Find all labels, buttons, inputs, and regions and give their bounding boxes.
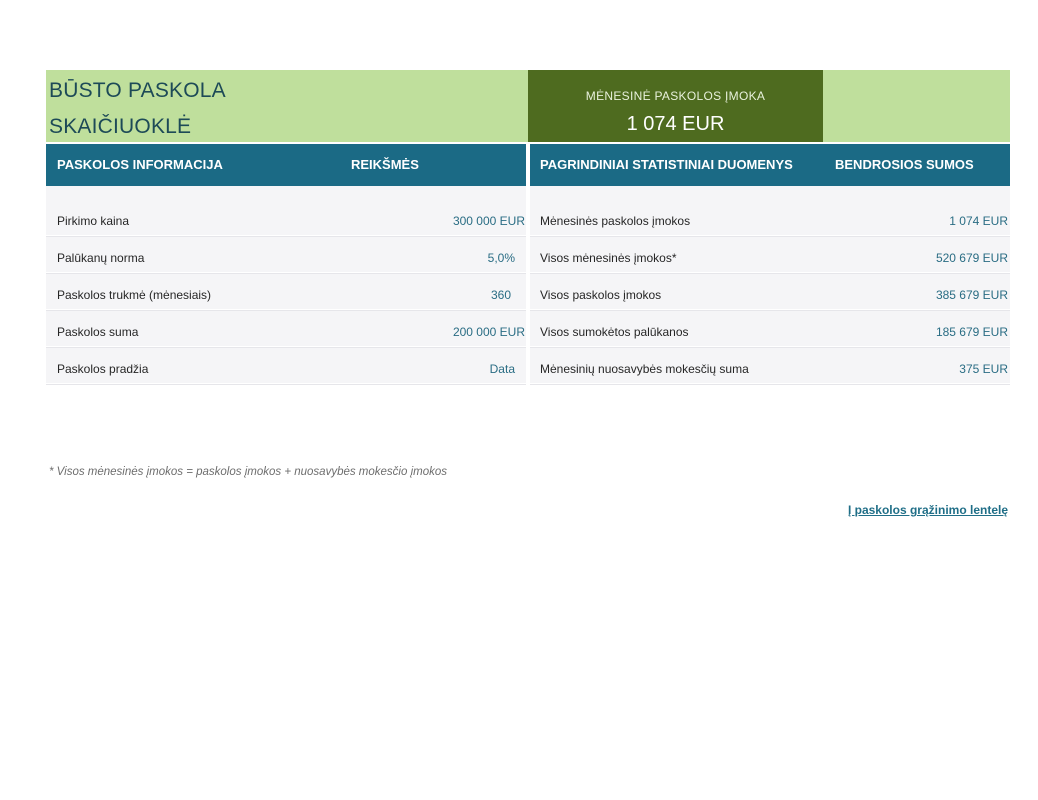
loan-start-value[interactable]: Data <box>489 362 515 376</box>
row-label: Visos mėnesinės įmokos* <box>540 251 677 265</box>
row-label: Paskolos suma <box>57 325 139 339</box>
loan-info-header <box>46 144 526 186</box>
row-value: 1 074 EUR <box>949 214 1008 228</box>
row-label: Visos sumokėtos palūkanos <box>540 325 689 339</box>
row-value: 520 679 EUR <box>935 251 1008 265</box>
loan-calculator <box>46 70 1010 517</box>
monthly-payment-value[interactable]: 1 074 EUR <box>626 113 725 135</box>
table-row <box>530 199 1010 236</box>
key-stats-table <box>530 144 1010 384</box>
key-stats-body <box>530 186 1010 384</box>
amortization-table-link[interactable]: Į paskolos grąžinimo lentelę <box>847 503 1008 517</box>
table-row <box>46 199 526 236</box>
row-label: Paskolos trukmė (mėnesiais) <box>57 288 212 302</box>
row-value: 185 679 EUR <box>935 325 1008 339</box>
page-title-line-2: SKAIČIUOKLĖ <box>49 115 192 138</box>
row-value: 375 EUR <box>959 362 1008 376</box>
key-stats-header-label: PAGRINDINIAI STATISTINIAI DUOMENYS <box>540 157 793 172</box>
table-row <box>530 273 1010 310</box>
table-row <box>46 347 526 384</box>
table-row <box>46 310 526 347</box>
interest-rate-value[interactable]: 5,0% <box>487 251 515 265</box>
row-label: Paskolos pradžia <box>57 362 149 376</box>
monthly-payment-box <box>528 70 823 142</box>
table-row <box>530 310 1010 347</box>
monthly-payment-label: MĖNESINĖ PASKOLOS ĮMOKA <box>585 89 766 103</box>
title-band <box>46 70 1010 142</box>
table-row <box>530 236 1010 273</box>
key-stats-header-value: BENDROSIOS SUMOS <box>835 157 974 172</box>
row-value: 385 679 EUR <box>935 288 1008 302</box>
table-row <box>46 273 526 310</box>
table-row <box>46 236 526 273</box>
loan-info-header-label: PASKOLOS INFORMACIJA <box>57 157 223 172</box>
loan-info-body <box>46 186 526 384</box>
footnote: * Visos mėnesinės įmokos = paskolos įmokos + nuosavybės mokesčio įmokos <box>49 466 447 478</box>
page-title-line-1: BŪSTO PASKOLA <box>49 79 226 102</box>
key-stats-header <box>530 144 1010 186</box>
loan-amount-value[interactable]: 200 000 EUR <box>452 325 525 339</box>
loan-info-table <box>46 144 526 384</box>
table-row <box>530 347 1010 384</box>
purchase-price-value[interactable]: 300 000 EUR <box>452 214 525 228</box>
row-label: Visos paskolos įmokos <box>540 288 662 302</box>
loan-term-value[interactable]: 360 <box>490 288 511 302</box>
row-label: Pirkimo kaina <box>57 214 130 228</box>
title-band-right-filler <box>823 70 1010 142</box>
row-label: Mėnesinių nuosavybės mokesčių suma <box>540 362 749 376</box>
row-label: Mėnesinės paskolos įmokos <box>540 214 691 228</box>
loan-info-header-value: REIKŠMĖS <box>351 157 419 172</box>
row-label: Palūkanų norma <box>57 251 145 265</box>
